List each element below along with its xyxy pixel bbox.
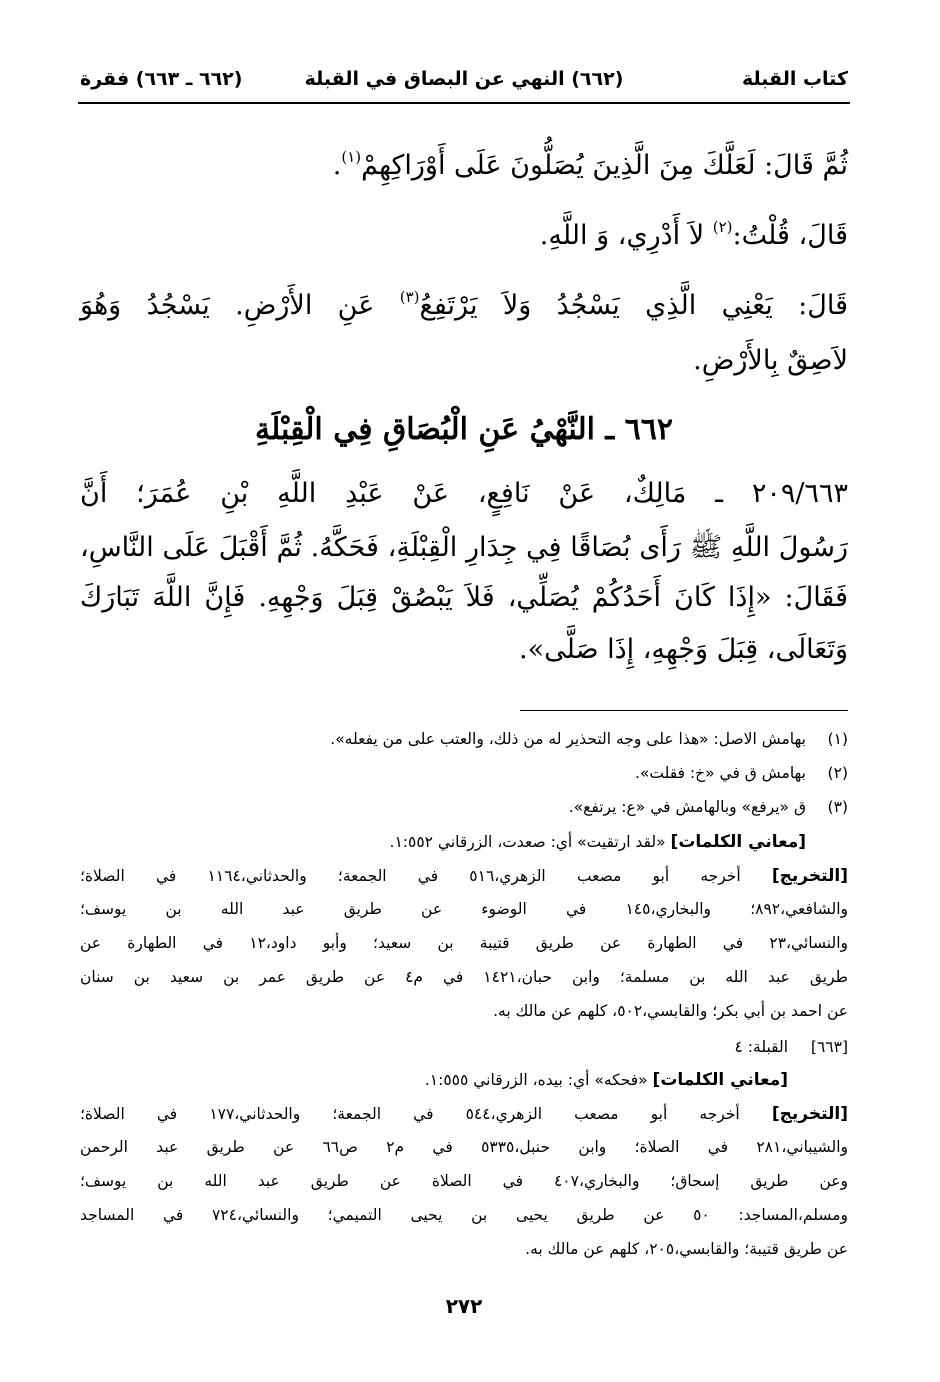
hadith-line-3: فَقَالَ: «إِذَا كَانَ أَحَدُكُمْ يُصَلِّي، فَلاَ يَبْصُقْ قِبَلَ وَجْهِهِ. فَإِنَّ اللَّهَ تَبَارَكَ (80, 582, 848, 613)
takhrij-2-line-2: والشيباني،٢٨١ في الصلاة؛ وابن حنبل،٥٣٣٥ في م٢ ص٦٦ عن طريق عبد الرحمن (80, 1138, 848, 1156)
running-header (80, 62, 848, 102)
text-line-4: لاَصِقٌ بِالأَرْضِ. (693, 345, 848, 376)
takhrij-1-line-5: عن احمد بن أبي بكر؛ والقابسي،٥٠٢، كلهم عن مالك به. (493, 1002, 848, 1020)
footnote-separator (520, 710, 848, 711)
header-book-title: كتاب القبلة (741, 68, 848, 90)
footnote-1-number: (١) (827, 730, 848, 748)
page-number: ٢٧٢ (445, 1294, 483, 1318)
footnote-2: بهامش ق في «خ: فقلت». (634, 764, 806, 782)
text-line-2: قَالَ، قُلْتُ:$^{(٢)}$ لاَ أَدْرِي، وَ اللَّهِ. (539, 218, 848, 251)
word-meanings-1: [معاني الكلمات] «لقد ارتقيت» أي: صعدت، الزرقاني ١:٥٥٢. (389, 832, 806, 852)
footnote-2-number: (٢) (827, 764, 848, 782)
chapter-heading: ٦٦٢ ـ النَّهْيُ عَنِ الْبُصَاقِ فِي الْقِبْلَةِ (255, 412, 673, 447)
header-rule (78, 102, 850, 104)
takhrij-1-line-3: والنسائي،٢٣ في الطهارة عن طريق قتيبة بن سعيد؛ وأبو داود،١٢ في الطهارة عن (80, 934, 848, 952)
word-meanings-label: [معاني الكلمات] (670, 832, 806, 852)
takhrij-1-line-4: طريق عبد الله بن مسلمة؛ وابن حبان،١٤٢١ في م٤ عن طريق عمر بن سعيد بن سنان (80, 968, 848, 986)
footnote-663: القبلة: ٤ (734, 1038, 788, 1056)
header-paragraph-range: (٦٦٢ ـ ٦٦٣) فقرة (80, 68, 243, 90)
footnote-ref-2[interactable]: (٢) (712, 218, 733, 236)
takhrij-label: [التخريج] (771, 866, 849, 886)
takhrij-2-line-1: [التخريج] أخرجه أبو مصعب الزهري،٥٤٤ في الجمعة؛ والحدثاني،١٧٧ في الصلاة؛ (80, 1104, 849, 1124)
footnote-3: ق «يرفع» وبالهامش في «ع: يرتفع». (568, 798, 806, 816)
footnote-1: بهامش الاصل: «هذا على وجه التحذير له من ذلك، والعتب على من يفعله». (330, 730, 806, 748)
footnote-3-number: (٣) (827, 798, 848, 816)
takhrij-1-line-1: [التخريج] أخرجه أبو مصعب الزهري،٥١٦ في الجمعة؛ والحدثاني،١١٦٤ في الصلاة؛ (80, 866, 849, 886)
header-chapter-title: (٦٦٢) النهي عن البصاق في القبلة (304, 68, 624, 90)
takhrij-2-line-4: ومسلم،المساجد: ٥٠ عن طريق يحيى بن يحيى التميمي؛ والنسائي،٧٢٤ في المساجد (80, 1206, 848, 1224)
hadith-line-2: رَسُولَ اللَّهِ ﷺ رَأَى بُصَاقًا فِي جِدَارِ الْقِبْلَةِ، فَحَكَّهُ. ثُمَّ أَقْبَلَ عَلَى النَّاسِ، (80, 532, 848, 563)
takhrij-label-2: [التخريج] (771, 1104, 849, 1124)
takhrij-2-line-3: وعن طريق إسحاق؛ والبخاري،٤٠٧ في الصلاة عن طريق عبد الله بن يوسف؛ (80, 1172, 848, 1190)
footnote-ref-1[interactable]: (١) (341, 148, 362, 166)
footnote-663-number: [٦٦٣] (810, 1038, 848, 1056)
word-meanings-2: [معاني الكلمات] «فحكه» أي: بيده، الزرقاني ١:٥٥٥. (424, 1070, 788, 1090)
hadith-line-1: ٢٠٩/٦٦٣ ـ مَالِكٌ، عَنْ نَافِعٍ، عَنْ عَبْدِ اللَّهِ بْنِ عُمَرَ؛ أَنَّ (80, 478, 848, 509)
hadith-line-4: وَتَعَالَى، قِبَلَ وَجْهِهِ، إِذَا صَلَّى». (519, 634, 848, 665)
footnote-ref-3[interactable]: (٣) (399, 288, 420, 306)
takhrij-2-line-5: عن طريق قتيبة؛ والقابسي،٢٠٥، كلهم عن مالك به. (525, 1240, 848, 1258)
text-line-1: ثُمَّ قَالَ: لَعَلَّكَ مِنَ الَّذِينَ يُصَلُّونَ عَلَى أَوْرَاكِهِمْ$^{(١)}$. (332, 148, 848, 181)
takhrij-1-line-2: والشافعي،٨٩٢؛ والبخاري،١٤٥ في الوضوء عن طريق عبد الله بن يوسف؛ (80, 900, 848, 918)
text-line-3: قَالَ: يَعْنِي الَّذِي يَسْجُدُ وَلاَ يَرْتَفِعُ$^{(٣)}$ عَنِ الأَرْضِ. يَسْجُدُ وَهُوَ (80, 288, 848, 321)
word-meanings-label-2: [معاني الكلمات] (652, 1070, 788, 1090)
